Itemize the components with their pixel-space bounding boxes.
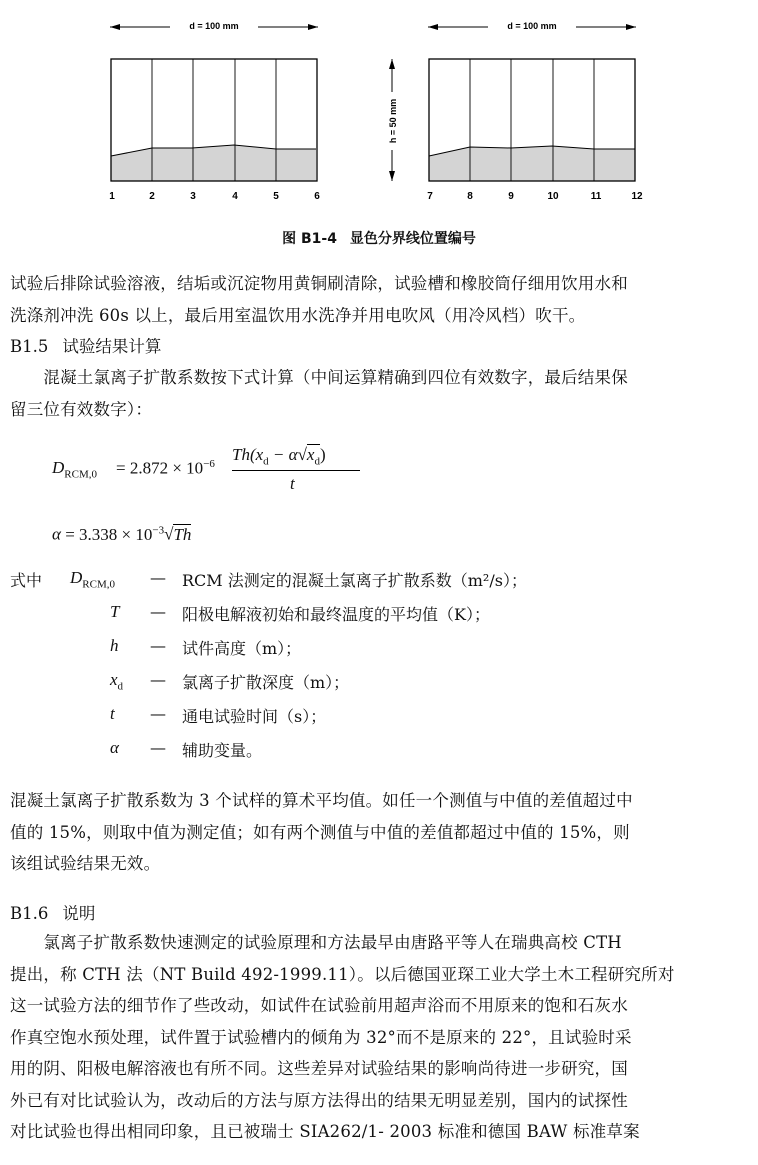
right-tick-9: 9 <box>508 191 514 202</box>
left-dim-arrow-right <box>308 24 318 30</box>
section-heading-b1-5 <box>10 333 175 357</box>
definition-text: 氯离子扩散深度（m）； <box>182 673 350 692</box>
definitions-prefix: 式中 <box>10 571 43 590</box>
height-dimension <box>385 59 399 181</box>
definition-symbol: t <box>110 704 115 723</box>
definition-symbol: $D_{RCM,0}$ <box>70 568 115 591</box>
paragraph-line: 提出，称 CTH 法（NT Build 492-1999.11）。以后德国亚琛工业大学土木工程研究所对 <box>10 964 675 984</box>
left-tick-5: 5 <box>273 191 279 202</box>
paragraph-line: 对比试验也得出相同印象，且已被瑞士 SIA262/1- 2003 标准和德国 BAW 标准草案 <box>10 1122 640 1141</box>
definition-text: RCM 法测定的混凝土氯离子扩散系数（m²/s）； <box>182 571 527 590</box>
paragraph-line: 洗涤剂冲洗 60s 以上，最后用室温饮用水洗净并用电吹风（用冷风档）吹干。 <box>10 305 586 325</box>
alpha-formula <box>52 524 352 550</box>
height-label: h = 50 mm <box>388 98 398 144</box>
right-tick-11: 11 <box>590 191 602 202</box>
definition-dash: — <box>150 602 166 621</box>
formula-numerator: $Th(x_d - \alpha√x_d)$ <box>232 445 326 468</box>
paragraph-line: 留三位有效数字）： <box>10 399 153 419</box>
formula-coefficient: = $2.872 \times 10^{-6}$ <box>116 458 215 478</box>
left-dim-arrow-left <box>110 24 120 30</box>
left-tick-4: 4 <box>232 191 238 202</box>
left-tick-6: 6 <box>314 191 320 202</box>
calculation-intro-paragraph <box>10 362 746 425</box>
figure-diagram <box>0 0 758 215</box>
paragraph-line: 该组试验结果无效。 <box>10 854 161 873</box>
definition-symbol: $x_d$ <box>110 670 124 693</box>
diffusion-coefficient-formula <box>52 440 452 500</box>
alpha-sqrt-arg: Th <box>173 524 192 544</box>
right-tick-12: 12 <box>631 191 643 202</box>
definition-text: 通电试验时间（s）； <box>182 707 327 726</box>
paragraph-line: 试验后排除试验溶液，结垢或沉淀物用黄铜刷清除，试验槽和橡胶筒仔细用饮用水和 <box>10 274 628 293</box>
explanation-paragraph <box>10 927 746 1148</box>
paragraph-line: 用的阴、阳极电解溶液也有所不同。这些差异对试验结果的影响尚待进一步研究，国 <box>10 1059 628 1078</box>
definition-text: 辅助变量。 <box>182 741 263 760</box>
definition-dash: — <box>150 738 166 757</box>
section-title: 试验结果计算 <box>62 337 162 356</box>
left-tick-1: 1 <box>109 191 115 202</box>
section-title: 说明 <box>62 904 96 923</box>
paragraph-line: 作真空饱水预处理，试件置于试验槽内的倾角为 32°而不是原来的 22°，且试验时采 <box>10 1027 632 1047</box>
section-number: B1.5 <box>10 337 49 356</box>
definition-dash: — <box>150 704 166 723</box>
cleaning-paragraph <box>10 268 746 331</box>
paragraph-line: 混凝土氯离子扩散系数为 3 个试样的算术平均值。如任一个测值与中值的差值超过中 <box>10 791 633 810</box>
figure-caption-number: 图 B1-4 <box>282 231 337 247</box>
right-tick-7: 7 <box>427 191 433 202</box>
definition-dash: — <box>150 670 166 689</box>
fraction-bar <box>232 470 360 471</box>
left-width-label: d = 100 mm <box>189 21 239 31</box>
section-heading-b1-6 <box>10 900 109 924</box>
figure <box>0 0 758 215</box>
formula-denominator: t <box>290 474 295 493</box>
right-tick-10: 10 <box>547 191 559 202</box>
paragraph-line: 氯离子扩散系数快速测定的试验原理和方法最早由唐路平等人在瑞典高校 CTH <box>10 933 622 952</box>
definition-symbol: α <box>110 738 119 757</box>
right-width-label: d = 100 mm <box>507 21 557 31</box>
left-tick-3: 3 <box>190 191 196 202</box>
definition-symbol: T <box>110 602 120 621</box>
definition-dash: — <box>150 568 166 587</box>
paragraph-line: 值的 15%，则取中值为测定值；如有两个测值与中值的差值都超过中值的 15%，则 <box>10 822 630 842</box>
figure-caption <box>0 228 758 248</box>
alpha-coefficient: = $3.338 \times 10^{-3}$ <box>65 524 165 544</box>
left-tick-2: 2 <box>149 191 155 202</box>
section-number: B1.6 <box>10 904 49 923</box>
figure-caption-text: 显色分界线位置编号 <box>349 231 476 247</box>
definition-text: 阳极电解液初始和最终温度的平均值（K）； <box>182 605 490 624</box>
formula-lhs: $D_{RCM,0}$ <box>52 458 97 481</box>
result-rules-paragraph <box>10 785 746 880</box>
paragraph-line: 这一试验方法的细节作了些改动，如试件在试验前用超声浴而不用原来的饱和石灰水 <box>10 996 628 1015</box>
definition-symbol: h <box>110 636 119 655</box>
left-specimen <box>109 18 320 202</box>
definition-dash: — <box>150 636 166 655</box>
sqrt-symbol: √ <box>164 524 174 544</box>
right-tick-8: 8 <box>467 191 473 202</box>
right-specimen <box>427 18 643 202</box>
definition-text: 试件高度（m）； <box>182 639 302 658</box>
alpha-symbol: α <box>52 524 61 544</box>
paragraph-line: 外已有对比试验认为，改动后的方法与原方法得出的结果无明显差别，国内的试探性 <box>10 1090 628 1110</box>
paragraph-line: 混凝土氯离子扩散系数按下式计算（中间运算精确到四位有效数字，最后结果保 <box>10 368 628 387</box>
right-penetration-area <box>429 146 635 181</box>
